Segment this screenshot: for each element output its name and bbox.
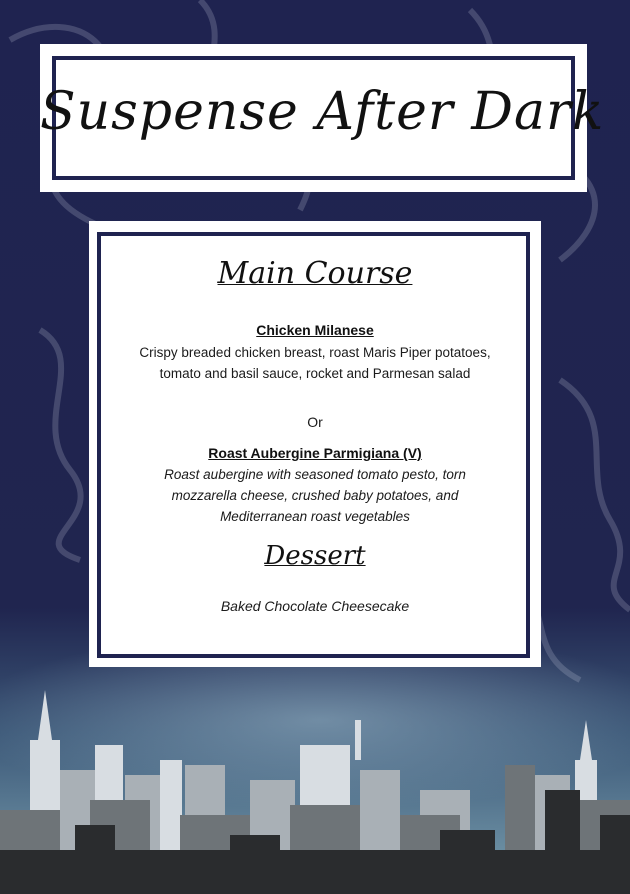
menu-card (89, 221, 541, 667)
title-card (40, 44, 605, 192)
or-separator: Or (307, 414, 323, 430)
dish-name: Roast Aubergine Parmigiana (V) (208, 445, 422, 461)
main-course-heading-text: Main Course (217, 256, 413, 291)
dish-description: Roast aubergine with seasoned tomato pesto, torn mozzarella cheese, crushed baby potatoes, and Mediterranean roast vegetables (164, 467, 466, 524)
dessert-item: Baked Chocolate Cheesecake (220, 598, 410, 614)
dish-name: Chicken Milanese (256, 322, 374, 338)
event-title: Suspense After Dark (40, 82, 605, 142)
dessert-heading-text: Dessert (264, 541, 366, 571)
dish-description: Crispy breaded chicken breast, roast Maris Piper potatoes, tomato and basil sauce, rocket and Parmesan salad (139, 345, 491, 381)
main-course-heading (89, 256, 541, 291)
dessert-heading (89, 541, 541, 571)
